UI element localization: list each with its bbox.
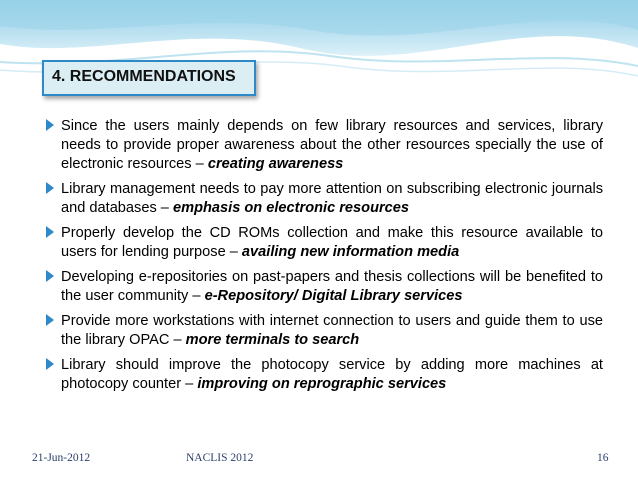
bullet-body: Library management needs to pay more attention on subscribing electronic journals and databases – bbox=[61, 181, 603, 216]
slide-number: 16 bbox=[597, 452, 609, 464]
bullet-text bbox=[61, 224, 603, 262]
bullet-item bbox=[43, 312, 603, 350]
bullet-arrow-icon bbox=[46, 226, 54, 238]
bullet-emphasis: availing new information media bbox=[241, 244, 460, 260]
slide-title: 4. RECOMMENDATIONS bbox=[52, 68, 236, 85]
bullet-emphasis: e-Repository/ Digital Library services bbox=[204, 288, 463, 304]
bullet-emphasis: improving on reprographic services bbox=[197, 376, 447, 392]
bullet-item bbox=[43, 356, 603, 394]
bullet-arrow-icon bbox=[46, 358, 54, 370]
bullet-arrow-icon bbox=[46, 314, 54, 326]
bullet-item bbox=[43, 117, 603, 174]
bullet-emphasis: more terminals to search bbox=[185, 332, 360, 348]
bullet-body: Properly develop the CD ROMs collection and make this resource available to users for lending purpose – bbox=[61, 225, 603, 260]
bullet-item bbox=[43, 224, 603, 262]
bullet-arrow-icon bbox=[46, 270, 54, 282]
bullet-body: Library should improve the photocopy service by adding more machines at photocopy counter – bbox=[61, 357, 603, 392]
bullet-text bbox=[61, 117, 603, 174]
bullet-arrow-icon bbox=[46, 182, 54, 194]
bullet-body: Developing e-repositories on past-papers and thesis collections will be benefited to the user community – bbox=[61, 269, 603, 304]
bullet-text bbox=[61, 180, 603, 218]
bullet-emphasis: emphasis on electronic resources bbox=[172, 200, 410, 216]
bullet-item bbox=[43, 268, 603, 306]
bullet-body: Provide more workstations with internet connection to users and guide them to use the library OPAC – bbox=[61, 313, 603, 348]
bullet-text bbox=[61, 312, 603, 350]
bullet-text bbox=[61, 356, 603, 394]
bullet-list bbox=[43, 117, 603, 400]
bullet-item bbox=[43, 180, 603, 218]
bullet-text bbox=[61, 268, 603, 306]
footer-event: NACLIS 2012 bbox=[186, 452, 254, 464]
bullet-body: Since the users mainly depends on few library resources and services, library needs to provide proper awareness about the other resources specially the use of electronic resources – bbox=[61, 118, 603, 172]
bullet-arrow-icon bbox=[46, 119, 54, 131]
footer-date: 21-Jun-2012 bbox=[32, 452, 91, 464]
bullet-emphasis: creating awareness bbox=[207, 156, 344, 172]
